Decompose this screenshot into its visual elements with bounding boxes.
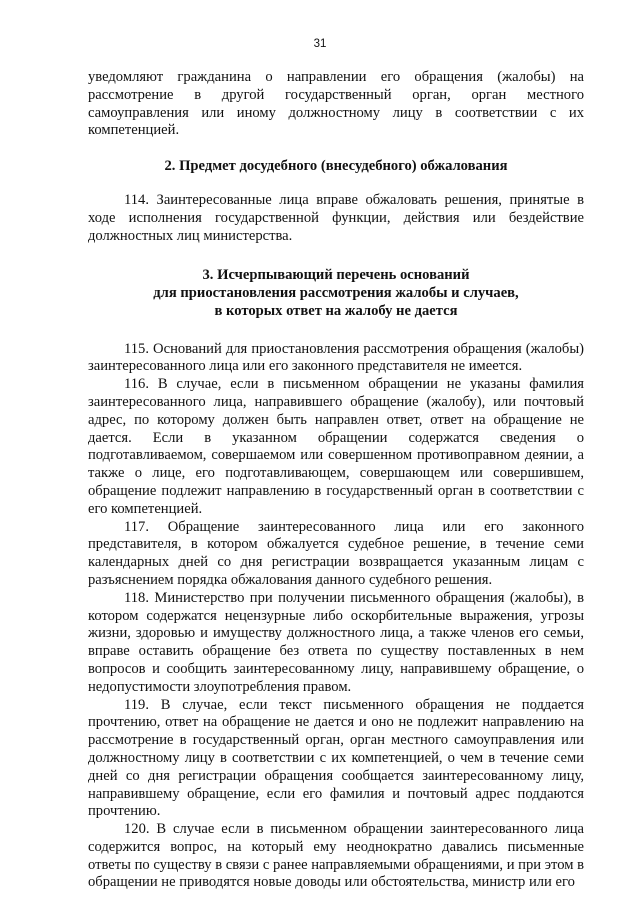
paragraph-114: 114. Заинтересованные лица вправе обжаловать решения, принятые в ходе исполнения государственной функции, действия или бездействие должностных лиц министерства. [88,192,584,244]
section-2-heading: 2. Предмет досудебного (внесудебного) обжалования [164,158,508,175]
paragraph-115: 115. Оснований для приостановления рассмотрения обращения (жалобы) заинтересованного лица или его законного представителя не имеется. [88,340,584,375]
page-content [88,69,584,892]
paragraph-119: 119. В случае, если текст письменного обращения не поддается прочтению, ответ на обращение не дается и оно не подлежит направлению на рассмотрение в государственный орган, орган местного самоуправления или должностному лицу в соответствии с их компетенцией, о чем в течение семи дней со дня регистрации обращения сообщается заинтересованному лицу, направившему обращение, если его фамилия и почтовый адрес поддаются прочтению. [88,696,584,820]
paragraph-117: 117. Обращение заинтересованного лица или его законного представителя, в котором обжалуется судебное решение, в течение семи календарных дней со дня регистрации возвращается указанным лицам с разъяснением порядка обжалования данного судебного решения. [88,518,584,588]
paragraph-118: 118. Министерство при получении письменного обращения (жалобы), в котором содержатся нецензурные либо оскорбительные выражения, угрозы жизни, здоровью и имуществу должностного лица, а также членов его семьи, вправе оставить обращение без ответа по существу поставленных в нем вопросов и сообщить заинтересованному лицу, направившему обращение, о недопустимости злоупотребления правом. [88,589,584,695]
page-number: 31 [313,38,327,50]
section-3-heading-line-2: для приостановления рассмотрения жалобы и случаев, [153,284,519,301]
section-3-heading-line-1: 3. Исчерпывающий перечень оснований [202,266,470,283]
paragraph-116: 116. В случае, если в письменном обращении не указаны фамилия заинтересованного лица, направившего обращение (жалобу), или почтовый адрес, по которому должен быть направлен ответ, ответ на обращение не дается. Если в указанном обращении содержатся сведения о подготавливаемом, совершаемом или совершенном противоправном деянии, а также о лице, его подготавливающем, совершающем или совершившем, обращение подлежит направлению в государственный орган в соответствии с его компетенцией. [88,376,584,517]
section-3-heading-line-3: в которых ответ на жалобу не дается [214,302,458,319]
section-3-heading [88,266,584,320]
paragraph-120: 120. В случае если в письменном обращении заинтересованного лица содержится вопрос, на который ему неоднократно давались письменные ответы по существу в связи с ранее направляемыми обращениями, и при этом в обращении не приводятся новые доводы или обстоятельства, министр или его [88,821,584,891]
intro-paragraph: уведомляют гражданина о направлении его обращения (жалобы) на рассмотрение в другой государственный орган, орган местного самоуправления или иному должностному лицу в соответствии с их компетенцией. [88,69,584,139]
